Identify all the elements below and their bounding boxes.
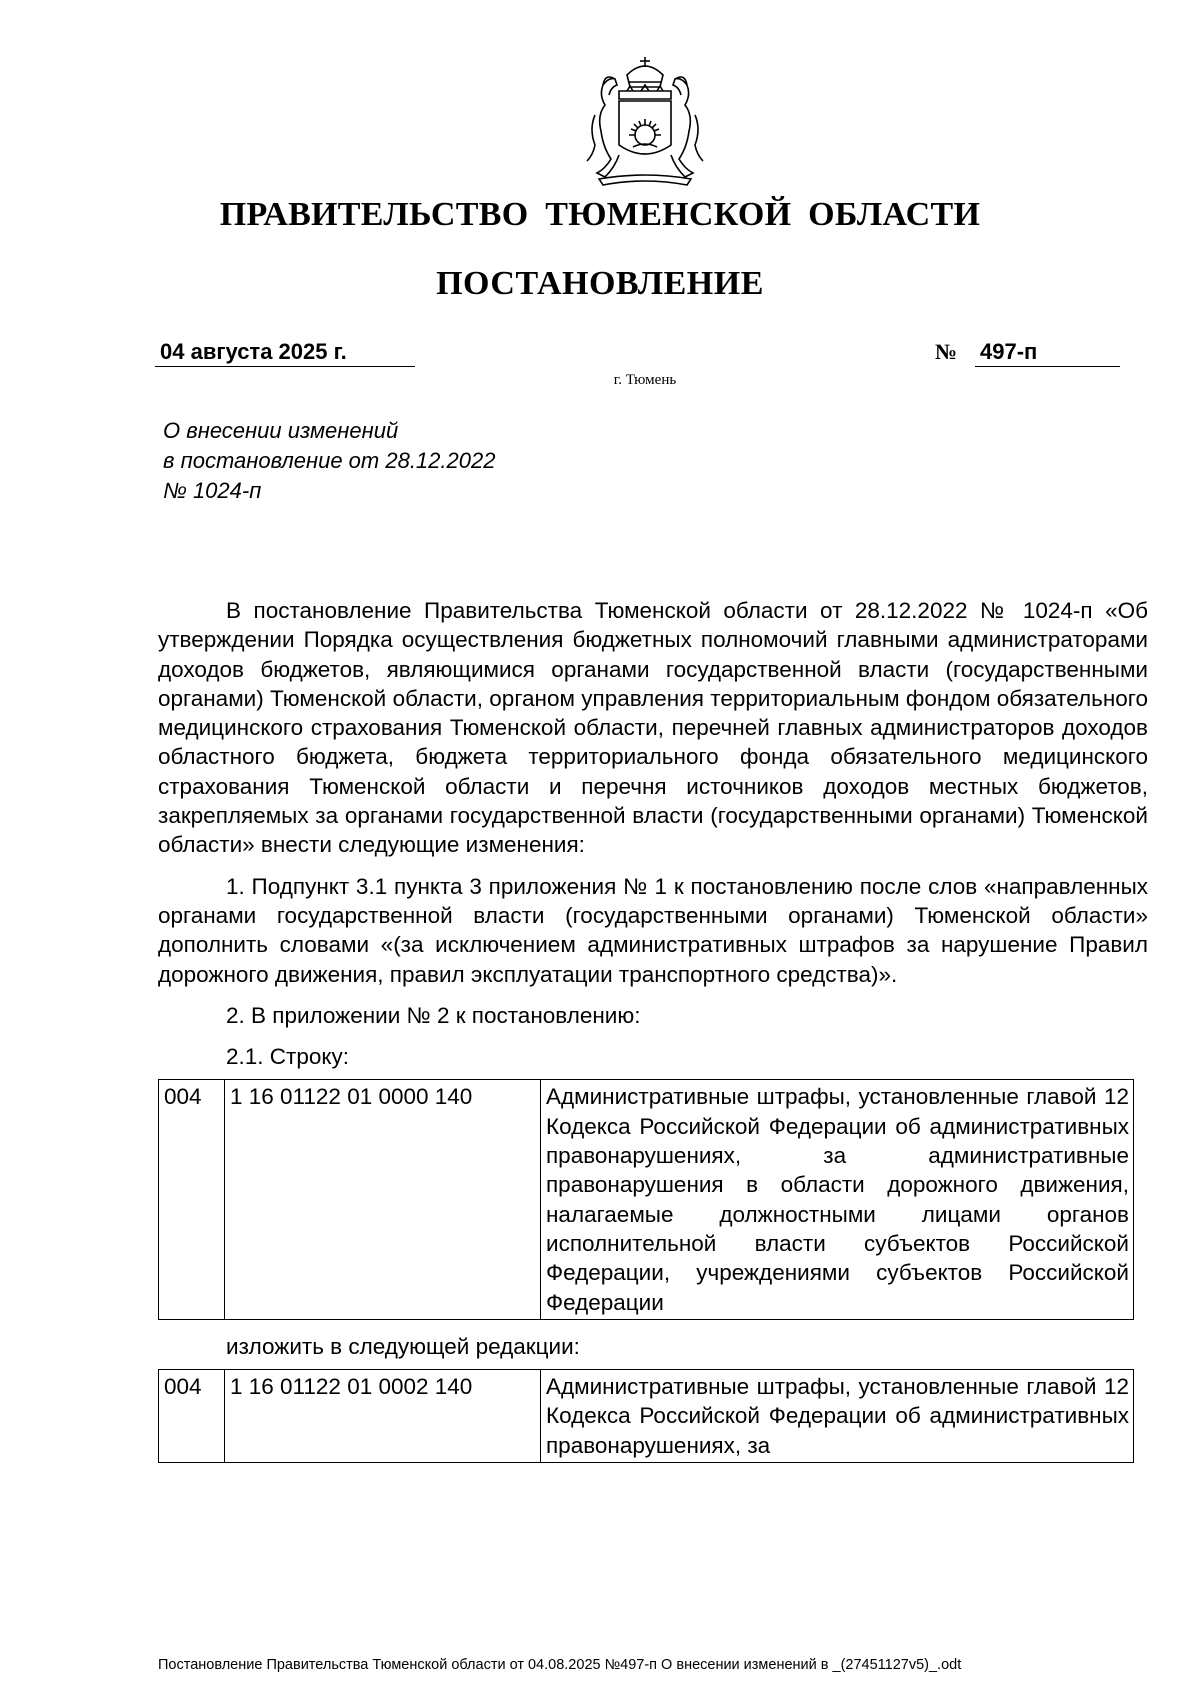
- description-cell: Административные штрафы, установленные главой 12 Кодекса Российской Федерации об административных правонарушениях, за административные правонарушения в области дорожного движения, налагаемые должностными лицами органов исполнительной власти субъектов Российской Федерации, учреждениями субъектов Российской Федерации: [541, 1080, 1134, 1319]
- subject-line: № 1024-п: [163, 478, 262, 503]
- item-2-1-paragraph: 2.1. Строку:: [226, 1044, 349, 1070]
- city-name: г. Тюмень: [613, 372, 677, 388]
- document-footer: Постановление Правительства Тюменской области от 04.08.2025 №497-п О внесении изменений в _(27451127v5)_.odt: [158, 1657, 962, 1673]
- replace-paragraph: изложить в следующей редакции:: [226, 1333, 580, 1359]
- admin-code-cell: 004: [159, 1080, 225, 1319]
- new-row-table: [158, 1369, 1134, 1463]
- item-1-paragraph: 1. Подпункт 3.1 пункта 3 приложения № 1 к постановлению после слов «направленных органами государственной власти (государственными органами) Тюменской области» дополнить словами «(за исключением административных штрафов за нарушение Правил дорожного движения, правил эксплуатации транспортного средства)».: [158, 873, 1148, 987]
- document-date: 04 августа 2025 г.: [160, 339, 347, 364]
- kbk-code-cell: 1 16 01122 01 0000 140: [225, 1080, 541, 1319]
- item-2-paragraph: 2. В приложении № 2 к постановлению:: [226, 1002, 641, 1028]
- number-underline: [975, 366, 1120, 367]
- table-row: [159, 1080, 1134, 1319]
- table-row: [159, 1370, 1134, 1463]
- government-title: ПРАВИТЕЛЬСТВО ТЮМЕНСКОЙ ОБЛАСТИ: [219, 196, 981, 233]
- date-underline: [155, 366, 415, 367]
- number-label: №: [935, 339, 958, 364]
- document-subject: [163, 416, 495, 506]
- document-type-title: ПОСТАНОВЛЕНИЕ: [436, 265, 764, 302]
- document-number: 497-п: [980, 339, 1038, 364]
- description-cell: Административные штрафы, установленные главой 12 Кодекса Российской Федерации об административных правонарушениях, за: [541, 1370, 1134, 1463]
- old-row-table: [158, 1079, 1134, 1319]
- subject-line: в постановление от 28.12.2022: [163, 448, 496, 473]
- coat-of-arms-emblem: [575, 55, 715, 190]
- kbk-code-cell: 1 16 01122 01 0002 140: [225, 1370, 541, 1463]
- document-body: [158, 596, 1148, 1463]
- subject-line: О внесении изменений: [163, 418, 399, 443]
- admin-code-cell: 004: [159, 1370, 225, 1463]
- intro-paragraph: В постановление Правительства Тюменской области от 28.12.2022 № 1024-п «Об утверждении Порядка осуществления бюджетных полномочий главными администраторами доходов бюджетов, являющимися органами государственной власти (государственными органами) Тюменской области, органом управления территориальным фондом обязательного медицинского страхования Тюменской области, перечней главных администраторов доходов областного бюджета, бюджета территориального фонда обязательного медицинского страхования Тюменской области и перечня источников доходов местных бюджетов, закрепляемых за органами государственной власти (государственными органами) Тюменской области» внести следующие изменения:: [158, 598, 1148, 858]
